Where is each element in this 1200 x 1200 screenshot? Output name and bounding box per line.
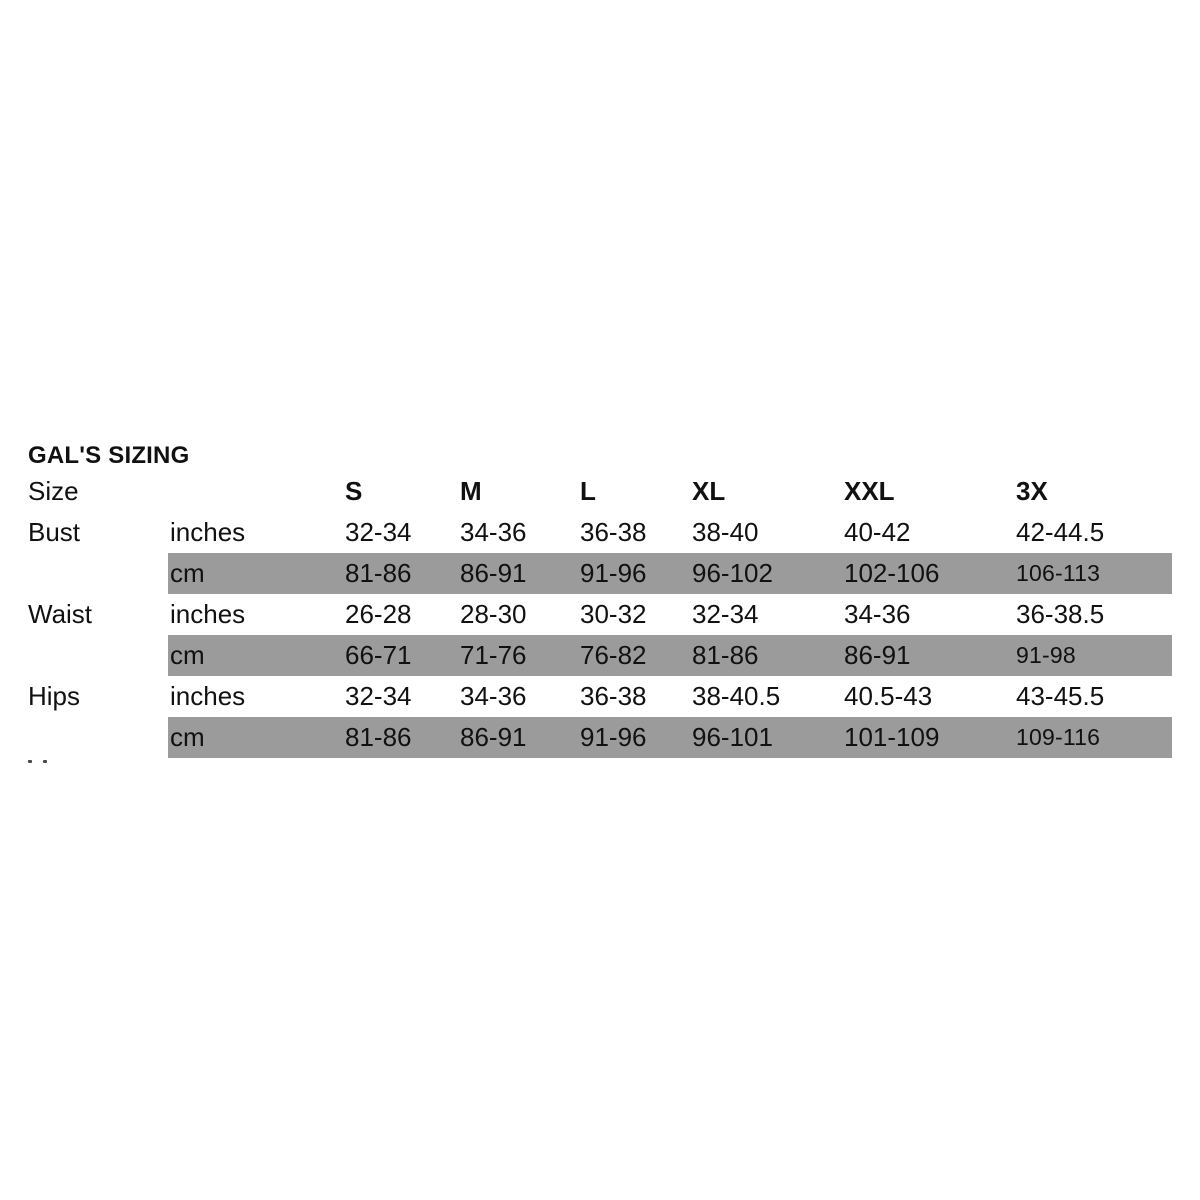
value-cell-3x: 36-38.5 — [1016, 599, 1105, 629]
unit-label: inches — [170, 517, 246, 547]
value-cell-m: 86-91 — [460, 722, 527, 752]
value-cell-xl: 96-101 — [692, 722, 773, 752]
row-band — [168, 676, 1172, 717]
value-cell-3x: 91-98 — [1016, 642, 1076, 668]
value-cell-s: 66-71 — [345, 640, 412, 670]
value-cell-l: 76-82 — [580, 640, 647, 670]
row-band — [168, 512, 1172, 553]
table-row-bust-cm — [28, 553, 1172, 594]
column-header-l: L — [580, 476, 596, 506]
value-cell-s: 32-34 — [345, 517, 412, 547]
value-cell-xxl: 101-109 — [844, 722, 940, 752]
value-cell-xxl: 34-36 — [844, 599, 911, 629]
column-header-xl: XL — [692, 476, 726, 506]
value-cell-xxl: 86-91 — [844, 640, 911, 670]
value-cell-m: 86-91 — [460, 558, 527, 588]
value-cell-m: 34-36 — [460, 681, 527, 711]
measure-label — [28, 635, 168, 676]
measure-label: Hips — [28, 681, 81, 711]
value-cell-xl: 81-86 — [692, 640, 759, 670]
page-title: GAL'S SIZING — [28, 442, 190, 469]
measure-label — [28, 717, 168, 758]
cropped-text-dot — [43, 760, 47, 763]
value-cell-xl: 38-40.5 — [692, 681, 781, 711]
unit-label: inches — [170, 599, 246, 629]
measure-label: Bust — [28, 517, 81, 547]
column-header-xxl: XXL — [844, 476, 895, 506]
value-cell-m: 28-30 — [460, 599, 527, 629]
value-cell-xl: 32-34 — [692, 599, 759, 629]
unit-label: cm — [170, 640, 205, 670]
value-cell-s: 32-34 — [345, 681, 412, 711]
sizing-table — [28, 471, 1172, 758]
value-cell-m: 34-36 — [460, 517, 527, 547]
table-row-waist-inches — [28, 594, 1172, 635]
value-cell-3x: 43-45.5 — [1016, 681, 1105, 711]
unit-label: cm — [170, 558, 205, 588]
table-row-waist-cm — [28, 635, 1172, 676]
value-cell-xl: 38-40 — [692, 517, 759, 547]
value-cell-3x: 42-44.5 — [1016, 517, 1105, 547]
value-cell-xxl: 102-106 — [844, 558, 940, 588]
table-row-hips-inches — [28, 676, 1172, 717]
table-row-bust-inches — [28, 512, 1172, 553]
value-cell-xl: 96-102 — [692, 558, 773, 588]
cropped-text-dot — [28, 760, 32, 763]
value-cell-l: 36-38 — [580, 681, 647, 711]
unit-label: cm — [170, 722, 205, 752]
value-cell-m: 71-76 — [460, 640, 527, 670]
value-cell-s: 81-86 — [345, 558, 412, 588]
measure-label: Waist — [28, 599, 93, 629]
value-cell-3x: 106-113 — [1016, 560, 1101, 586]
value-cell-s: 81-86 — [345, 722, 412, 752]
value-cell-s: 26-28 — [345, 599, 412, 629]
table-row-hips-cm — [28, 717, 1172, 758]
column-header-size: Size — [28, 476, 79, 506]
value-cell-l: 30-32 — [580, 599, 647, 629]
header-band — [168, 471, 1172, 512]
value-cell-xxl: 40-42 — [844, 517, 911, 547]
value-cell-l: 36-38 — [580, 517, 647, 547]
value-cell-l: 91-96 — [580, 722, 647, 752]
row-band — [168, 594, 1172, 635]
value-cell-l: 91-96 — [580, 558, 647, 588]
table-header-row — [28, 471, 1172, 512]
row-band-highlighted — [168, 717, 1172, 758]
value-cell-xxl: 40.5-43 — [844, 681, 933, 711]
measure-label — [28, 553, 168, 594]
column-header-3x: 3X — [1016, 476, 1048, 506]
column-header-unit — [168, 471, 345, 512]
cropped-text-artifact — [28, 759, 47, 763]
unit-label: inches — [170, 681, 246, 711]
row-band-highlighted — [168, 553, 1172, 594]
column-header-m: M — [460, 476, 482, 506]
value-cell-3x: 109-116 — [1016, 724, 1101, 750]
row-band-highlighted — [168, 635, 1172, 676]
column-header-s: S — [345, 476, 363, 506]
